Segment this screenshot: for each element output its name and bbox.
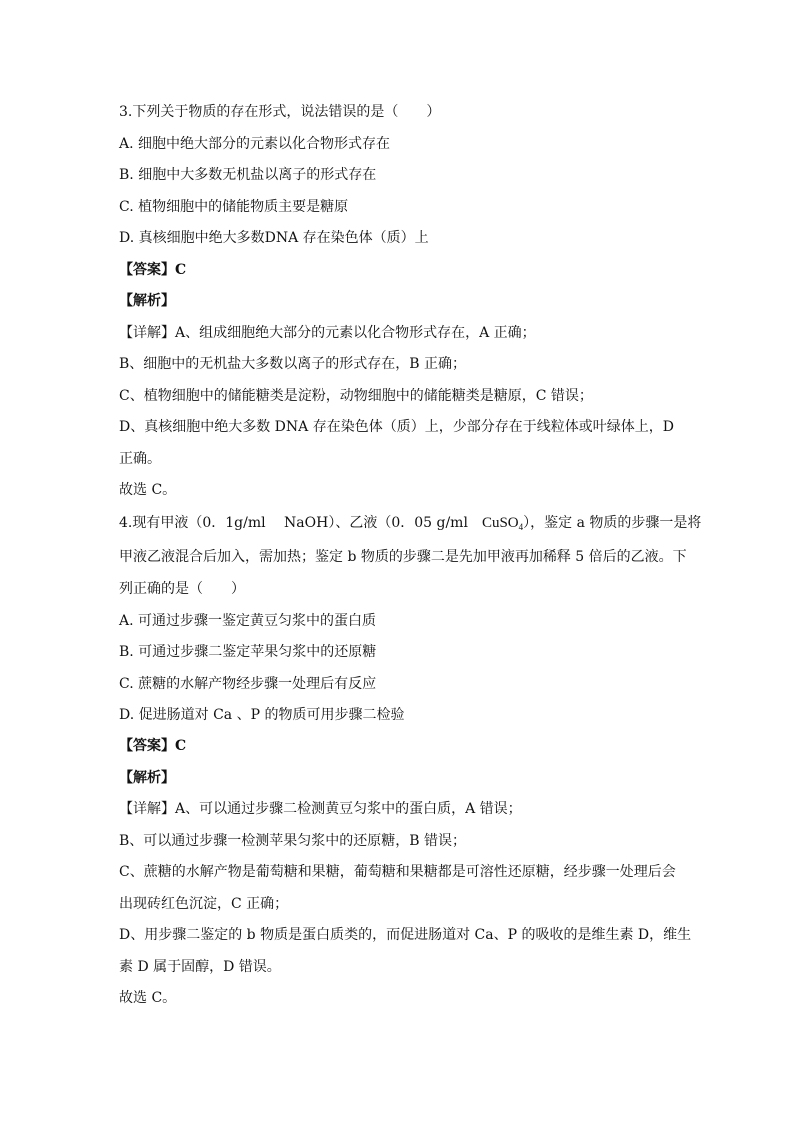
q4-detail-4: 出现砖红色沉淀，C 正确； (119, 896, 289, 912)
q3-detail-1: 【详解】A、组成细胞绝大部分的元素以化合物形式存在，A 正确； (119, 325, 536, 341)
q4-stem-line-1 (119, 514, 702, 536)
q4-chem-subscript: 4 (518, 522, 524, 532)
q3-answer: 【答案】C (119, 262, 187, 278)
q4-detail-2: B、可以通过步骤一检测苹果匀浆中的还原糖，B 错误； (119, 833, 467, 849)
q4-detail-5: D、用步骤二鉴定的 b 物质是蛋白质类的，而促进肠道对 Ca、P 的吸收的是维生素 D，维生 (119, 927, 692, 943)
q4-analysis-label: 【解析】 (119, 770, 175, 786)
q4-stem-line-3: 列正确的是（ ） (119, 581, 245, 597)
q3-option-c: C. 植物细胞中的储能物质主要是糖原 (119, 199, 349, 215)
q4-detail-6: 素 D 属于固醇，D 错误。 (119, 959, 281, 975)
q4-answer: 【答案】C (119, 738, 187, 754)
q4-option-d: D. 促进肠道对 Ca 、P 的物质可用步骤二检验 (119, 707, 405, 723)
q4-chem-formula (482, 515, 523, 531)
q3-detail-2: B、细胞中的无机盐大多数以离子的形式存在，B 正确； (119, 356, 467, 372)
q3-option-a: A. 细胞中绝大部分的元素以化合物形式存在 (119, 136, 391, 152)
q4-option-c: C. 蔗糖的水解产物经步骤一处理后有反应 (119, 676, 377, 692)
q3-option-b: B. 细胞中大多数无机盐以离子的形式存在 (119, 167, 377, 183)
q4-detail-1: 【详解】A、可以通过步骤二检测黄豆匀浆中的蛋白质，A 错误； (119, 801, 522, 817)
q4-stem-part-a: 4.现有甲液（0．1g/ml NaOH）、乙液（0．05 g/ml (119, 515, 482, 531)
q4-chem-base: CuSO (481, 515, 519, 531)
q4-detail-3: C、蔗糖的水解产物是葡萄糖和果糖，葡萄糖和果糖都是可溶性还原糖，经步骤一处理后会 (119, 864, 676, 880)
q4-stem-line-2: 甲液乙液混合后加入，需加热；鉴定 b 物质的步骤二是先加甲液再加稀释 5 倍后的乙液。下 (119, 549, 687, 565)
q3-detail-4: D、真核细胞中绝大多数 DNA 存在染色体（质）上，少部分存在于线粒体或叶绿体上，D (119, 419, 674, 435)
q3-conclusion: 故选 C。 (119, 482, 177, 498)
q3-detail-5: 正确。 (119, 451, 161, 467)
q4-option-a: A. 可通过步骤一鉴定黄豆匀浆中的蛋白质 (119, 613, 377, 629)
q3-analysis-label: 【解析】 (119, 293, 175, 309)
q4-conclusion: 故选 C。 (119, 990, 177, 1006)
q3-stem: 3.下列关于物质的存在形式，说法错误的是（ ） (119, 104, 441, 120)
q3-option-d: D. 真核细胞中绝大多数DNA 存在染色体（质）上 (119, 230, 429, 246)
q4-option-b: B. 可通过步骤二鉴定苹果匀浆中的还原糖 (119, 644, 377, 660)
q4-stem-part-b: ），鉴定 a 物质的步骤一是将 (523, 515, 702, 531)
q3-detail-3: C、植物细胞中的储能糖类是淀粉，动物细胞中的储能糖类是糖原，C 错误； (119, 388, 593, 404)
